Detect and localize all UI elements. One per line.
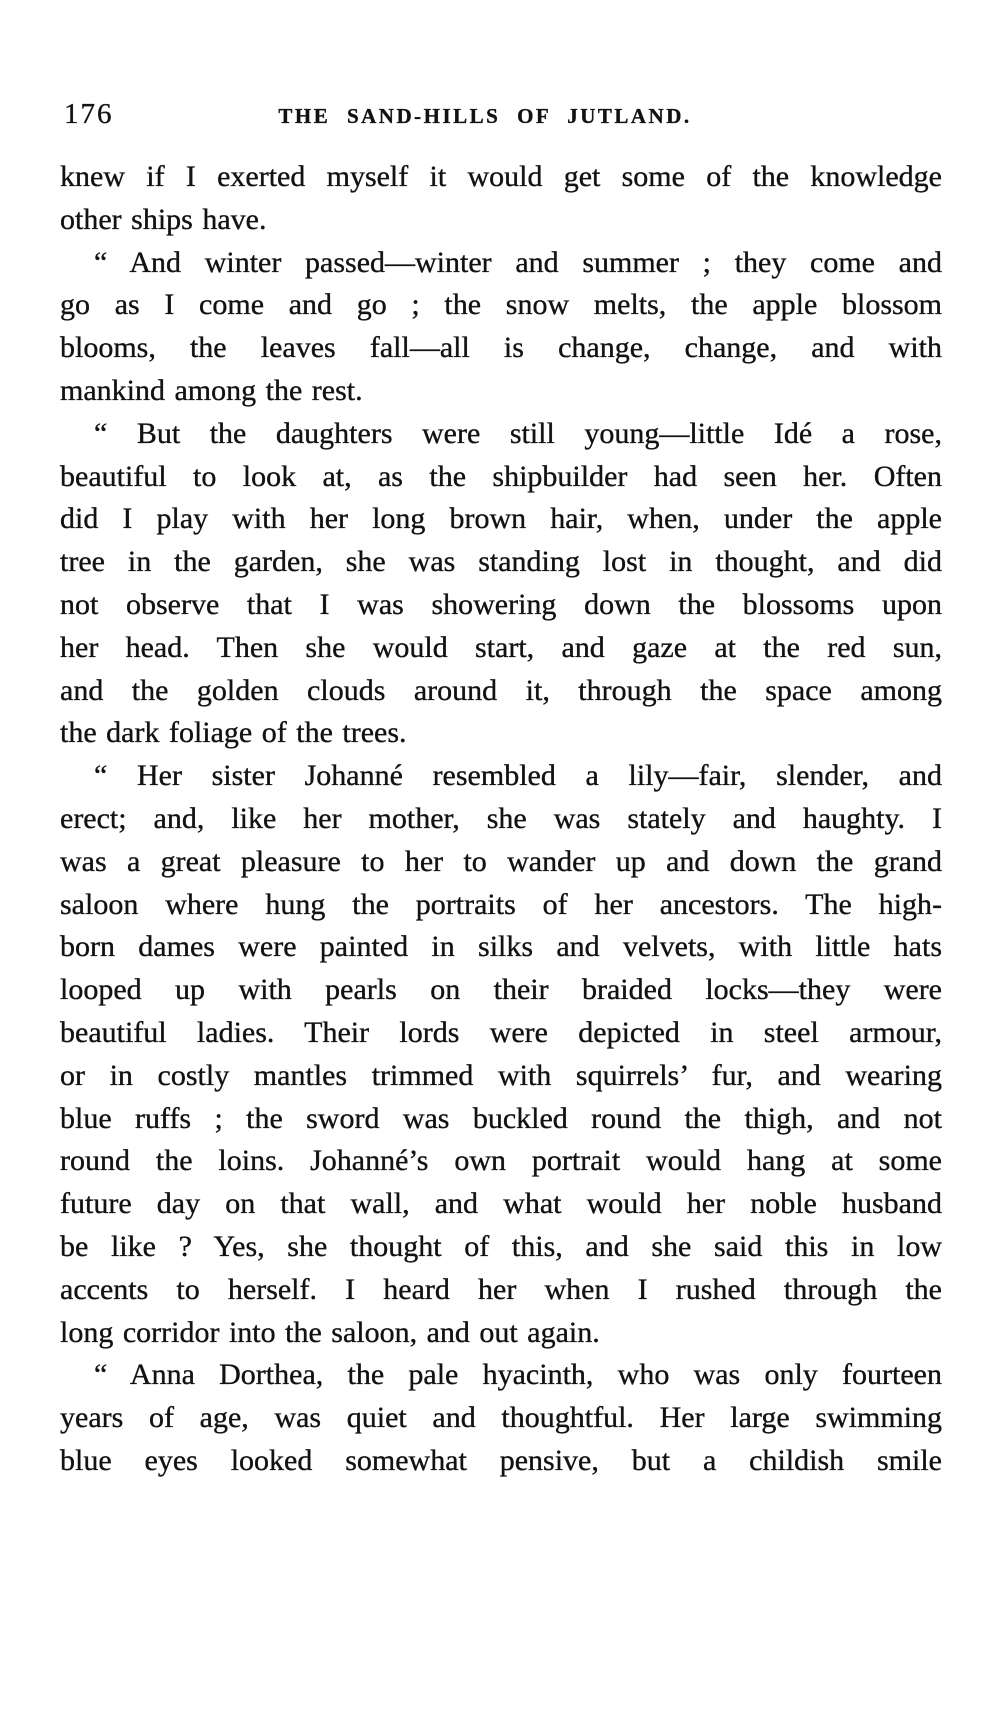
text-line: and the golden clouds around it, through the space among (60, 673, 942, 707)
text-line: her head. Then she would start, and gaze at the red sun, (60, 630, 942, 664)
text-line: looped up with pearls on their braided locks—they were (60, 973, 942, 1007)
body-text (60, 156, 942, 1483)
text-line: round the loins. Johanné’s own portrait would hang at some (60, 1144, 942, 1178)
text-line: “ Anna Dorthea, the pale hyacinth, who was only fourteen (94, 1358, 942, 1392)
text-line: “ And winter passed—winter and summer ; they come and (94, 245, 942, 279)
text-line: blue ruffs ; the sword was buckled round the thigh, and not (60, 1101, 942, 1135)
text-line: not observe that I was showering down the blossoms upon (60, 587, 942, 621)
text-line: other ships have. (60, 202, 267, 236)
text-line: tree in the garden, she was standing lost in thought, and did (60, 545, 942, 579)
text-line: beautiful ladies. Their lords were depicted in steel armour, (60, 1015, 942, 1049)
text-line: or in costly mantles trimmed with squirrels’ fur, and wearing (60, 1058, 942, 1092)
text-line: be like ? Yes, she thought of this, and she said this in low (60, 1229, 942, 1263)
text-line: years of age, was quiet and thoughtful. Her large swimming (60, 1401, 942, 1435)
text-line: accents to herself. I heard her when I rushed through the (60, 1272, 942, 1306)
text-line: beautiful to look at, as the shipbuilder had seen her. Often (60, 459, 942, 493)
text-line: saloon where hung the portraits of her ancestors. The high- (60, 887, 942, 921)
text-line: blue eyes looked somewhat pensive, but a childish smile (60, 1443, 942, 1477)
text-line: go as I come and go ; the snow melts, the apple blossom (60, 288, 942, 322)
text-line: future day on that wall, and what would her noble husband (60, 1187, 942, 1221)
text-line: mankind among the rest. (60, 373, 363, 407)
text-line: erect; and, like her mother, she was stately and haughty. I (60, 801, 942, 835)
page-header (60, 98, 942, 140)
text-line: blooms, the leaves fall—all is change, change, and with (60, 331, 942, 365)
text-line: the dark foliage of the trees. (60, 716, 407, 750)
running-title: THE SAND-HILLS OF JUTLAND. (278, 104, 692, 128)
text-line: “ Her sister Johanné resembled a lily—fair, slender, and (94, 759, 942, 793)
text-line: was a great pleasure to her to wander up and down the grand (60, 844, 942, 878)
text-line: long corridor into the saloon, and out again. (60, 1315, 600, 1349)
text-line: born dames were painted in silks and velvets, with little hats (60, 930, 942, 964)
page-number: 176 (64, 98, 114, 130)
text-line: knew if I exerted myself it would get some of the knowledge (60, 160, 942, 193)
text-line: “ But the daughters were still young—little Idé a rose, (94, 416, 942, 450)
text-line: did I play with her long brown hair, when, under the apple (60, 502, 942, 536)
